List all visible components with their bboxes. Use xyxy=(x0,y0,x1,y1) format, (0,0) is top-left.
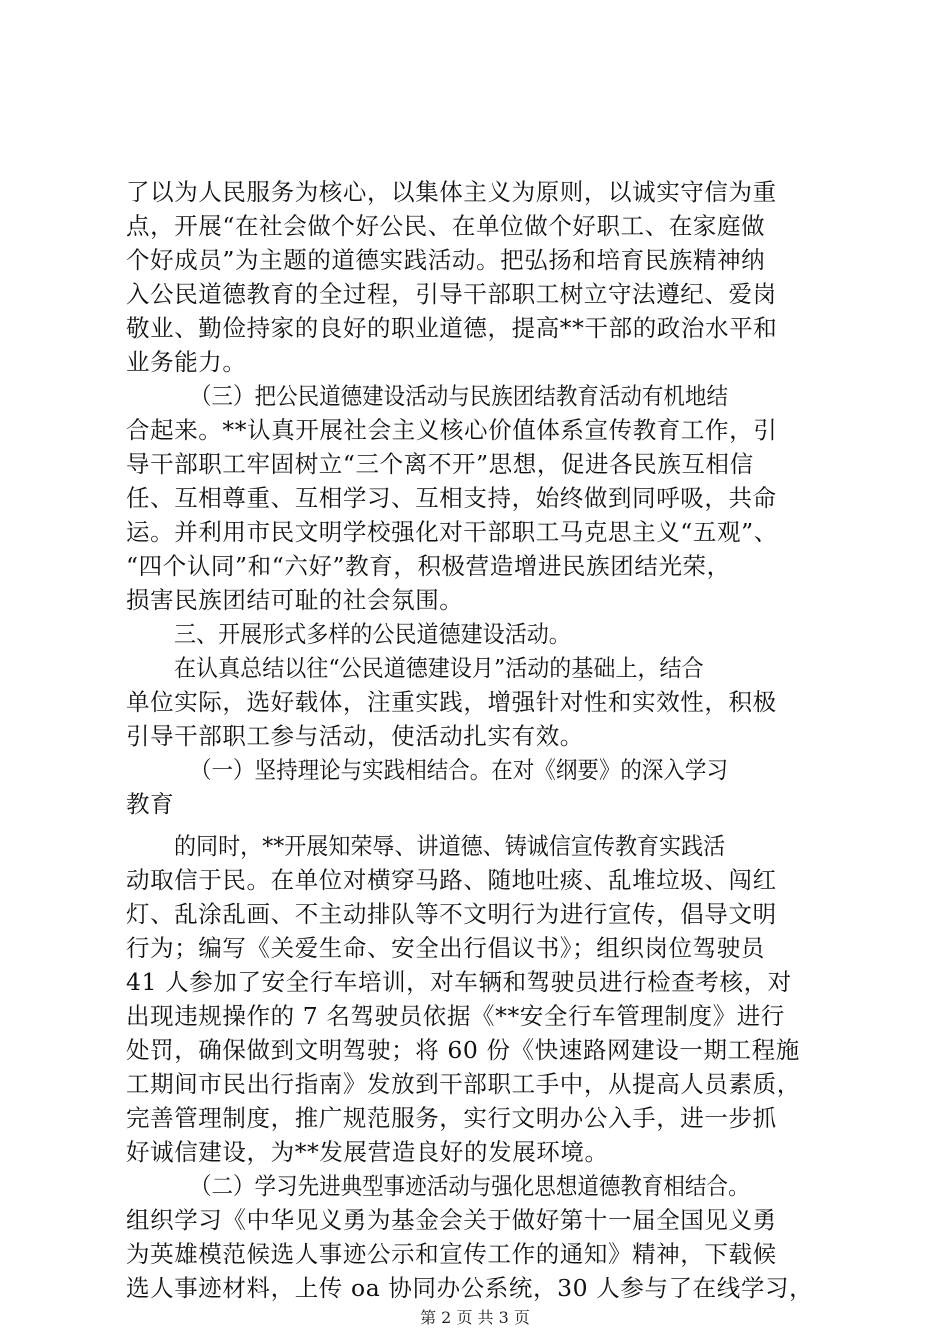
paragraph-line: 完善管理制度，推广规范服务，实行文明办公入手，进一步抓 xyxy=(126,1104,777,1132)
paragraph-line: 运。并利用市民文明学校强化对干部职工马克思主义“五观”、 xyxy=(126,518,778,546)
paragraph-line: “四个认同”和“六好”教育，积极营造增进民族团结光荣， xyxy=(126,552,731,580)
paragraph-line: 合起来。**认真开展社会主义核心价值体系宣传教育工作，引 xyxy=(126,416,778,444)
section-heading-line: （一）坚持理论与实践相结合。在对《纲要》的深入学习 xyxy=(190,756,728,784)
section-heading-line: （二）学习先进典型事迹活动与强化思想道德教育相结合。 xyxy=(190,1172,750,1200)
paragraph-line: 41 人参加了安全行车培训，对车辆和驾驶员进行检查考核，对 xyxy=(126,968,792,996)
paragraph-line: 了以为人民服务为核心，以集体主义为原则，以诚实守信为重 xyxy=(126,178,777,206)
section-heading-line: 三、开展形式多样的公民道德建设活动。 xyxy=(174,620,571,648)
paragraph-line: 在认真总结以往“公民道德建设月”活动的基础上，结合 xyxy=(174,654,704,682)
paragraph-line: 损害民族团结可耻的社会氛围。 xyxy=(126,586,464,614)
paragraph-line: 灯、乱涂乱画、不主动排队等不文明行为进行宣传，倡导文明 xyxy=(126,900,777,928)
paragraph-line: 敬业、勤俭持家的良好的职业道德，提高**干部的政治水平和 xyxy=(126,314,778,342)
paragraph-line: 组织学习《中华见义勇为基金会关于做好第十一届全国见义勇 xyxy=(126,1206,777,1234)
paragraph-line: 业务能力。 xyxy=(126,348,247,376)
paragraph-line: 导干部职工牢固树立“三个离不开”思想，促进各民族互相信 xyxy=(126,450,754,478)
paragraph-line: 点，开展“在社会做个好公民、在单位做个好职工、在家庭做 xyxy=(126,212,766,240)
paragraph-line: 入公民道德教育的全过程，引导干部职工树立守法遵纪、爱岗 xyxy=(126,280,777,308)
paragraph-line: 为英雄模范候选人事迹公示和宣传工作的通知》精神，下载候 xyxy=(126,1240,777,1268)
paragraph-line: 引导干部职工参与活动，使活动扎实有效。 xyxy=(126,722,584,750)
paragraph-line: 单位实际，选好载体，注重实践，增强针对性和实效性，积极 xyxy=(126,688,777,716)
paragraph-line: 任、互相尊重、互相学习、互相支持，始终做到同呼吸，共命 xyxy=(126,484,777,512)
paragraph-line: 选人事迹材料，上传 oa 协同办公系统，30 人参与了在线学习， xyxy=(126,1274,814,1302)
paragraph-line: 行为；编写《关爱生命、安全出行倡议书》；组织岗位驾驶员 xyxy=(126,934,765,962)
paragraph-line: 工期间市民出行指南》发放到干部职工手中，从提高人员素质， xyxy=(126,1070,801,1098)
paragraph-line: 个好成员”为主题的道德实践活动。把弘扬和培育民族精神纳 xyxy=(126,246,766,274)
paragraph-line: 教育 xyxy=(126,790,175,818)
page-number-footer: 第 2 页 共 3 页 xyxy=(420,1308,530,1327)
paragraph-line: 的同时，**开展知荣辱、讲道德、铸诚信宣传教育实践活 xyxy=(174,832,726,860)
paragraph-line: 动取信于民。在单位对横穿马路、随地吐痰、乱堆垃圾、闯红 xyxy=(126,866,777,894)
paragraph-line: 出现违规操作的 7 名驾驶员依据《**安全行车管理制度》进行 xyxy=(126,1002,785,1030)
section-heading-line: （三）把公民道德建设活动与民族团结教育活动有机地结 xyxy=(190,382,728,410)
paragraph-line: 好诚信建设，为**发展营造良好的发展环境。 xyxy=(126,1138,609,1166)
paragraph-line: 处罚，确保做到文明驾驶；将 60 份《快速路网建设一期工程施 xyxy=(126,1036,800,1064)
